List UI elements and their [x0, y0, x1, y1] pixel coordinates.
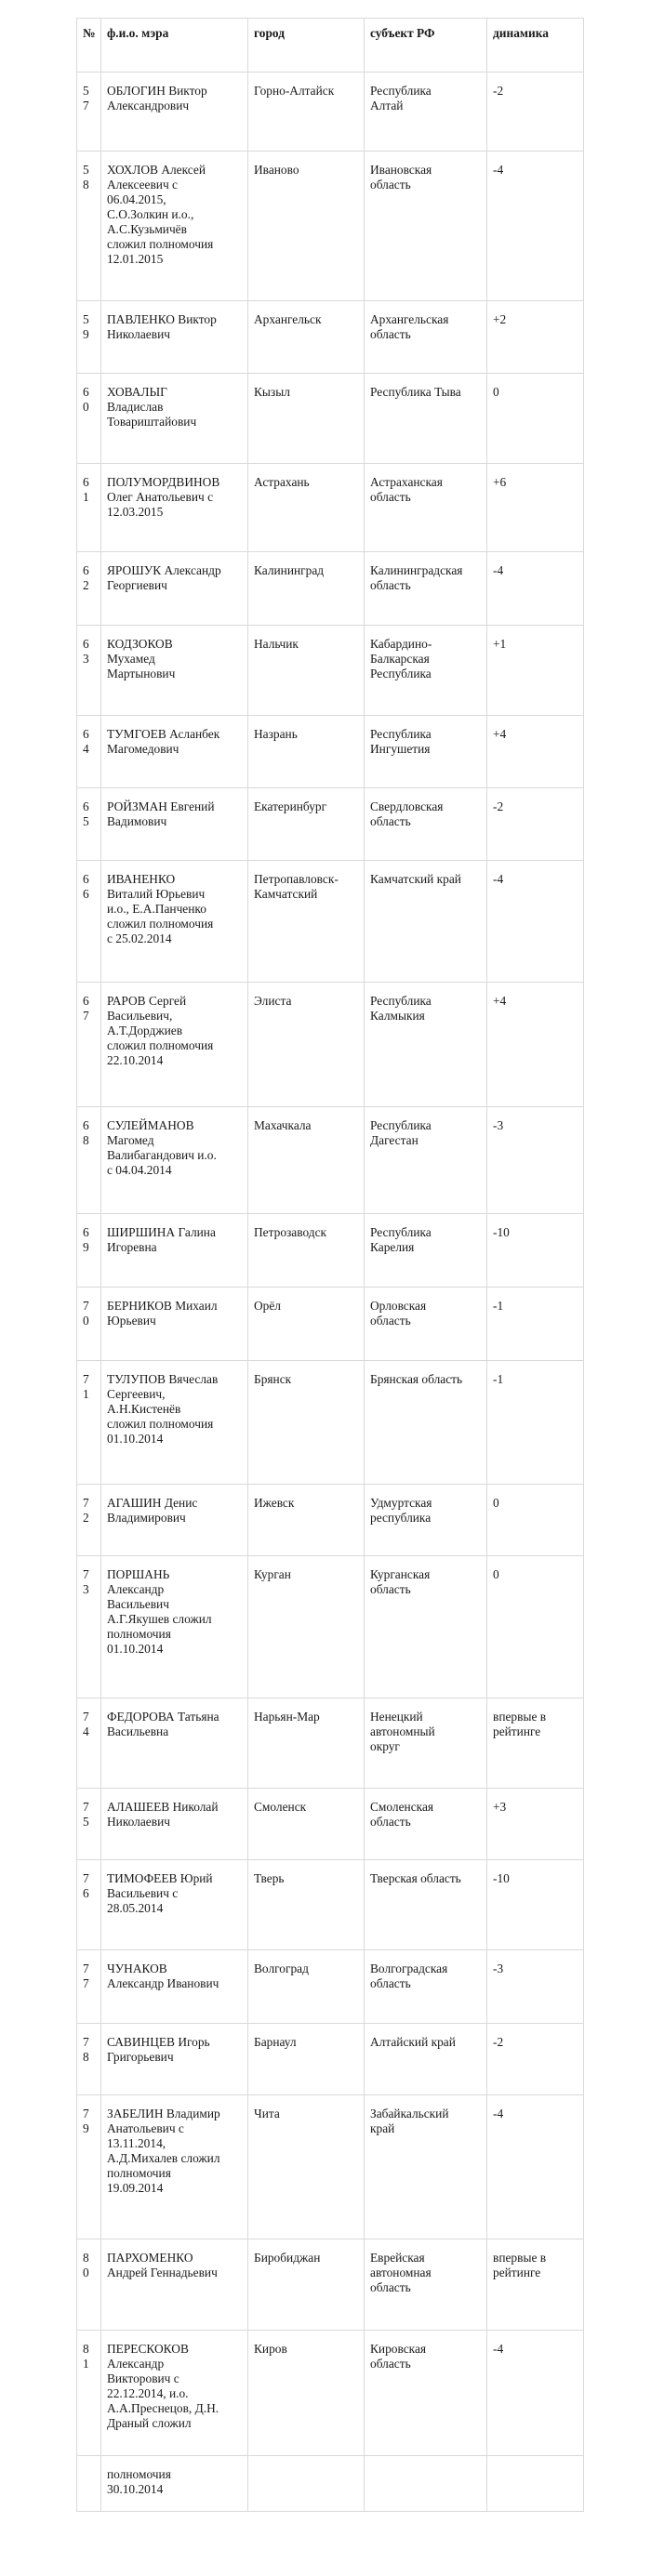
cell-mayor-name [101, 374, 248, 464]
cell-mayor-name-text: ИВАНЕНКО Виталий Юрьевич и.о., Е.А.Панченко сложил полномочия с 25.02.2014 [107, 872, 214, 945]
cell-mayor-name-text: БЕРНИКОВ Михаил Юрьевич [107, 1299, 218, 1328]
table-row [77, 716, 584, 788]
table-row [77, 2095, 584, 2239]
cell-dynamics [487, 788, 584, 861]
table-row [77, 788, 584, 861]
cell-dynamics-text: -4 [493, 2342, 504, 2356]
cell-mayor-name-text: ЗАБЕЛИН Владимир Анатольевич с 13.11.2014, А.Д.Михалев сложил полномочия 19.09.2014 [107, 2107, 220, 2195]
cell-region-text: Тверская область [370, 1871, 461, 1885]
cell-number-text: 62 [83, 563, 89, 592]
table-row [77, 374, 584, 464]
cell-number [77, 2095, 101, 2239]
cell-region [365, 1361, 487, 1485]
cell-number-text: 58 [83, 163, 89, 192]
cell-city [248, 1214, 365, 1288]
cell-city-text: Ижевск [254, 1496, 295, 1510]
cell-region-text: Республика Карелия [370, 1225, 432, 1254]
cell-mayor-name [101, 152, 248, 301]
cell-mayor-name-text: ЧУНАКОВ Александр Иванович [107, 1962, 219, 1990]
cell-dynamics-text: -2 [493, 2035, 504, 2049]
cell-mayor-name-text: ТИМОФЕЕВ Юрий Васильевич с 28.05.2014 [107, 1871, 213, 1915]
cell-city [248, 1950, 365, 2024]
cell-dynamics [487, 716, 584, 788]
header-number: № [77, 19, 101, 73]
mayors-rating-table [76, 18, 584, 2512]
cell-region [365, 1556, 487, 1698]
cell-region-text: Кировская область [370, 2342, 427, 2371]
cell-city [248, 2239, 365, 2331]
cell-number [77, 1107, 101, 1214]
cell-dynamics [487, 1789, 584, 1860]
cell-city [248, 1361, 365, 1485]
cell-city-text: Петропавловск- Камчатский [254, 872, 339, 901]
table-row [77, 1361, 584, 1485]
table-row [77, 2024, 584, 2095]
cell-number [77, 552, 101, 626]
cell-mayor-name-text: АГАШИН Денис Владимирович [107, 1496, 198, 1525]
cell-city-text: Екатеринбург [254, 799, 327, 813]
cell-dynamics [487, 73, 584, 152]
cell-city-text: Биробиджан [254, 2251, 321, 2265]
cell-city [248, 1789, 365, 1860]
cell-number [77, 1214, 101, 1288]
cell-number [77, 788, 101, 861]
cell-city [248, 1485, 365, 1556]
cell-region [365, 983, 487, 1107]
cell-region [365, 464, 487, 552]
cell-dynamics-text: 0 [493, 1496, 499, 1510]
cell-mayor-name [101, 626, 248, 716]
table-row [77, 861, 584, 983]
table-row [77, 1107, 584, 1214]
cell-dynamics-text: +4 [493, 994, 507, 1008]
cell-dynamics-text: -1 [493, 1299, 504, 1313]
cell-number [77, 861, 101, 983]
cell-city [248, 464, 365, 552]
header-region: субъект РФ [365, 19, 487, 73]
cell-dynamics-text: -4 [493, 163, 504, 177]
cell-region [365, 1107, 487, 1214]
cell-dynamics-text: -3 [493, 1118, 504, 1132]
cell-city-text: Орёл [254, 1299, 281, 1313]
cell-mayor-name-text: СУЛЕЙМАНОВ Магомед Валибагандович и.о. с 04.04.2014 [107, 1118, 217, 1177]
cell-mayor-name [101, 73, 248, 152]
cell-region [365, 1698, 487, 1789]
cell-city-text: Брянск [254, 1372, 292, 1386]
cell-dynamics-text: +1 [493, 637, 507, 651]
cell-city [248, 552, 365, 626]
cell-number [77, 1485, 101, 1556]
cell-number-text: 70 [83, 1299, 89, 1328]
cell-number-text: 79 [83, 2107, 89, 2135]
cell-region [365, 552, 487, 626]
table-row [77, 1485, 584, 1556]
cell-dynamics [487, 301, 584, 374]
cell-number-text: 59 [83, 312, 89, 341]
cell-number-text: 78 [83, 2035, 89, 2064]
cell-mayor-name [101, 2095, 248, 2239]
cell-number [77, 1698, 101, 1789]
cell-number-text: 74 [83, 1710, 89, 1738]
cell-region-text: Ненецкий автономный округ [370, 1710, 435, 1753]
cell-dynamics-text: впервые в рейтинге [493, 1710, 547, 1738]
cell-number-text: 65 [83, 799, 89, 828]
cell-region [365, 788, 487, 861]
cell-dynamics [487, 2239, 584, 2331]
cell-dynamics-text: -1 [493, 1372, 504, 1386]
cell-number-text: 68 [83, 1118, 89, 1147]
cell-dynamics-text: +4 [493, 727, 507, 741]
cell-city-text: Элиста [254, 994, 292, 1008]
cell-region [365, 2239, 487, 2331]
cell-mayor-name-text: ТУМГОЕВ Асланбек Магомедович [107, 727, 220, 756]
cell-number [77, 2456, 101, 2512]
cell-city-text: Нальчик [254, 637, 299, 651]
cell-city-text: Нарьян-Мар [254, 1710, 320, 1724]
table-row [77, 152, 584, 301]
cell-city [248, 716, 365, 788]
cell-mayor-name [101, 716, 248, 788]
cell-number [77, 1361, 101, 1485]
cell-number-text: 81 [83, 2342, 89, 2371]
cell-number [77, 2331, 101, 2456]
cell-dynamics-text: -4 [493, 872, 504, 886]
cell-region [365, 1214, 487, 1288]
table-row [77, 2239, 584, 2331]
cell-mayor-name [101, 1361, 248, 1485]
cell-mayor-name-text: ПАРХОМЕНКО Андрей Геннадьевич [107, 2251, 218, 2279]
cell-dynamics-text: -10 [493, 1225, 510, 1239]
cell-dynamics-text: +6 [493, 475, 507, 489]
cell-dynamics-text: -3 [493, 1962, 504, 1975]
cell-city-text: Назрань [254, 727, 298, 741]
cell-dynamics [487, 2331, 584, 2456]
cell-region [365, 301, 487, 374]
cell-region-text: Республика Дагестан [370, 1118, 432, 1147]
cell-mayor-name [101, 1950, 248, 2024]
cell-mayor-name [101, 983, 248, 1107]
cell-mayor-name [101, 2331, 248, 2456]
cell-number [77, 716, 101, 788]
table-row [77, 464, 584, 552]
cell-region [365, 73, 487, 152]
table-row [77, 73, 584, 152]
cell-dynamics-text: 0 [493, 1567, 499, 1581]
cell-city [248, 1860, 365, 1950]
cell-mayor-name [101, 2239, 248, 2331]
cell-region-text: Ивановская область [370, 163, 432, 192]
cell-dynamics-text: 0 [493, 385, 499, 399]
cell-mayor-name-text: ЯРОШУК Александр Георгиевич [107, 563, 221, 592]
cell-region [365, 1789, 487, 1860]
cell-dynamics [487, 983, 584, 1107]
cell-number [77, 1556, 101, 1698]
cell-mayor-name-text: ОБЛОГИН Виктор Александрович [107, 84, 207, 112]
cell-dynamics-text: впервые в рейтинге [493, 2251, 547, 2279]
cell-city [248, 788, 365, 861]
cell-number-text: 60 [83, 385, 89, 414]
cell-number [77, 464, 101, 552]
cell-mayor-name [101, 2024, 248, 2095]
cell-mayor-name-text: полномочия 30.10.2014 [107, 2467, 171, 2496]
cell-mayor-name [101, 2456, 248, 2512]
table-row [77, 1698, 584, 1789]
cell-dynamics-text: -2 [493, 84, 504, 98]
cell-region [365, 626, 487, 716]
cell-city-text: Барнаул [254, 2035, 297, 2049]
table-row [77, 1556, 584, 1698]
cell-city [248, 152, 365, 301]
table-row [77, 552, 584, 626]
cell-region [365, 374, 487, 464]
cell-number-text: 57 [83, 84, 89, 112]
cell-region [365, 1288, 487, 1361]
cell-city-text: Волгоград [254, 1962, 309, 1975]
cell-city [248, 861, 365, 983]
cell-dynamics [487, 464, 584, 552]
cell-city-text: Астрахань [254, 475, 310, 489]
cell-mayor-name [101, 1214, 248, 1288]
cell-mayor-name-text: РОЙЗМАН Евгений Вадимович [107, 799, 215, 828]
table-body [77, 73, 584, 2512]
cell-mayor-name [101, 1107, 248, 1214]
cell-city-text: Иваново [254, 163, 299, 177]
cell-mayor-name [101, 552, 248, 626]
cell-region-text: Архангельская область [370, 312, 449, 341]
cell-region [365, 2024, 487, 2095]
cell-mayor-name-text: ХОХЛОВ Алексей Алексеевич с 06.04.2015, С.О.Золкин и.о., А.С.Кузьмичёв сложил полномочия 12.01.2015 [107, 163, 214, 266]
cell-region [365, 861, 487, 983]
cell-region [365, 2456, 487, 2512]
cell-city-text: Чита [254, 2107, 280, 2120]
cell-dynamics [487, 1556, 584, 1698]
cell-city-text: Горно-Алтайск [254, 84, 335, 98]
cell-number [77, 152, 101, 301]
cell-dynamics [487, 1288, 584, 1361]
cell-mayor-name-text: РАРОВ Сергей Васильевич, А.Т.Дорджиев сложил полномочия 22.10.2014 [107, 994, 214, 1067]
cell-region-text: Волгоградская область [370, 1962, 448, 1990]
cell-mayor-name-text: ФЕДОРОВА Татьяна Васильевна [107, 1710, 219, 1738]
table-header-row [77, 19, 584, 73]
cell-region-text: Брянская область [370, 1372, 463, 1386]
cell-dynamics-text: +3 [493, 1800, 507, 1814]
cell-region [365, 1860, 487, 1950]
cell-city [248, 1288, 365, 1361]
table-row [77, 1860, 584, 1950]
cell-mayor-name-text: ПОРШАНЬ Александр Васильевич А.Г.Якушев сложил полномочия 01.10.2014 [107, 1567, 212, 1656]
cell-number [77, 301, 101, 374]
cell-mayor-name-text: САВИНЦЕВ Игорь Григорьевич [107, 2035, 210, 2064]
cell-number-text: 63 [83, 637, 89, 666]
cell-city-text: Смоленск [254, 1800, 307, 1814]
cell-number [77, 1789, 101, 1860]
cell-dynamics-text: -4 [493, 2107, 504, 2120]
cell-dynamics-text: -4 [493, 563, 504, 577]
cell-number-text: 80 [83, 2251, 89, 2279]
cell-mayor-name-text: АЛАШЕЕВ Николай Николаевич [107, 1800, 219, 1829]
table-row [77, 1214, 584, 1288]
cell-region-text: Курганская область [370, 1567, 431, 1596]
cell-dynamics [487, 1950, 584, 2024]
cell-dynamics [487, 1698, 584, 1789]
header-mayor-name: ф.и.о. мэра [101, 19, 248, 73]
cell-city [248, 2024, 365, 2095]
cell-city [248, 301, 365, 374]
cell-region [365, 152, 487, 301]
cell-city-text: Киров [254, 2342, 287, 2356]
cell-number-text: 67 [83, 994, 89, 1023]
cell-region [365, 2095, 487, 2239]
cell-city-text: Тверь [254, 1871, 285, 1885]
cell-mayor-name-text: ШИРШИНА Галина Игоревна [107, 1225, 216, 1254]
cell-region [365, 1950, 487, 2024]
cell-region-text: Республика Ингушетия [370, 727, 432, 756]
cell-number-text: 64 [83, 727, 89, 756]
cell-region-text: Еврейская автономная область [370, 2251, 432, 2294]
cell-number-text: 73 [83, 1567, 89, 1596]
table-row [77, 301, 584, 374]
cell-number-text: 71 [83, 1372, 89, 1401]
cell-mayor-name [101, 464, 248, 552]
cell-mayor-name-text: ТУЛУПОВ Вячеслав Сергеевич, А.Н.Кистенёв сложил полномочия 01.10.2014 [107, 1372, 219, 1446]
cell-city [248, 1556, 365, 1698]
cell-number [77, 2024, 101, 2095]
cell-city [248, 983, 365, 1107]
cell-number [77, 1288, 101, 1361]
cell-city-text: Калининград [254, 563, 325, 577]
cell-city [248, 73, 365, 152]
cell-city-text: Архангельск [254, 312, 322, 326]
cell-dynamics [487, 626, 584, 716]
cell-number [77, 1950, 101, 2024]
cell-number-text: 69 [83, 1225, 89, 1254]
cell-number-text: 66 [83, 872, 89, 901]
cell-region-text: Республика Тыва [370, 385, 461, 399]
cell-dynamics [487, 2095, 584, 2239]
cell-region-text: Удмуртская республика [370, 1496, 432, 1525]
cell-mayor-name-text: ХОВАЛЫГ Владислав Товариштайович [107, 385, 197, 429]
cell-dynamics [487, 1361, 584, 1485]
cell-dynamics-text: -10 [493, 1871, 510, 1885]
cell-dynamics [487, 2024, 584, 2095]
cell-dynamics [487, 374, 584, 464]
cell-number-text: 75 [83, 1800, 89, 1829]
table-row [77, 2331, 584, 2456]
cell-number [77, 626, 101, 716]
cell-city-text: Кызыл [254, 385, 290, 399]
cell-dynamics [487, 1860, 584, 1950]
table-row [77, 2456, 584, 2512]
cell-city [248, 2095, 365, 2239]
cell-region-text: Калининградская область [370, 563, 463, 592]
cell-number-text: 72 [83, 1496, 89, 1525]
cell-city [248, 1698, 365, 1789]
cell-region-text: Камчатский край [370, 872, 461, 886]
cell-city [248, 1107, 365, 1214]
cell-region [365, 716, 487, 788]
cell-number-text: 76 [83, 1871, 89, 1900]
cell-city-text: Курган [254, 1567, 291, 1581]
cell-mayor-name-text: ПЕРЕСКОКОВ Александр Викторович с 22.12.2014, и.о. А.А.Преснецов, Д.Н. Драный сложил [107, 2342, 219, 2430]
cell-region-text: Смоленская область [370, 1800, 434, 1829]
cell-region-text: Орловская область [370, 1299, 427, 1328]
cell-city [248, 626, 365, 716]
cell-region-text: Республика Алтай [370, 84, 432, 112]
cell-dynamics [487, 1214, 584, 1288]
cell-region-text: Свердловская область [370, 799, 444, 828]
cell-region [365, 1485, 487, 1556]
cell-city [248, 2456, 365, 2512]
cell-dynamics [487, 152, 584, 301]
header-city: город [248, 19, 365, 73]
cell-mayor-name-text: ПОЛУМОРДВИНОВ Олег Анатольевич с 12.03.2015 [107, 475, 220, 519]
cell-dynamics [487, 1107, 584, 1214]
cell-mayor-name [101, 1860, 248, 1950]
cell-mayor-name [101, 1789, 248, 1860]
cell-city [248, 374, 365, 464]
cell-region-text: Астраханская область [370, 475, 443, 504]
cell-mayor-name [101, 861, 248, 983]
cell-number [77, 2239, 101, 2331]
cell-dynamics [487, 2456, 584, 2512]
cell-mayor-name [101, 1485, 248, 1556]
table-row [77, 1950, 584, 2024]
cell-city-text: Махачкала [254, 1118, 312, 1132]
cell-number-text: 77 [83, 1962, 89, 1990]
cell-number [77, 983, 101, 1107]
cell-dynamics [487, 552, 584, 626]
cell-city-text: Петрозаводск [254, 1225, 327, 1239]
cell-region-text: Алтайский край [370, 2035, 456, 2049]
cell-dynamics-text: +2 [493, 312, 507, 326]
table-row [77, 1789, 584, 1860]
cell-region-text: Забайкальский край [370, 2107, 449, 2135]
cell-mayor-name [101, 301, 248, 374]
table-row [77, 983, 584, 1107]
table-row [77, 626, 584, 716]
cell-dynamics [487, 1485, 584, 1556]
cell-mayor-name [101, 788, 248, 861]
cell-region [365, 2331, 487, 2456]
cell-number [77, 374, 101, 464]
cell-region-text: Кабардино- Балкарская Республика [370, 637, 432, 680]
table-row [77, 1288, 584, 1361]
cell-number-text: 61 [83, 475, 89, 504]
cell-dynamics [487, 861, 584, 983]
cell-mayor-name [101, 1698, 248, 1789]
cell-dynamics-text: -2 [493, 799, 504, 813]
cell-mayor-name [101, 1288, 248, 1361]
cell-number [77, 1860, 101, 1950]
cell-mayor-name-text: КОДЗОКОВ Мухамед Мартынович [107, 637, 176, 680]
cell-city [248, 2331, 365, 2456]
cell-mayor-name [101, 1556, 248, 1698]
header-dynamics: динамика [487, 19, 584, 73]
cell-mayor-name-text: ПАВЛЕНКО Виктор Николаевич [107, 312, 217, 341]
cell-number [77, 73, 101, 152]
cell-region-text: Республика Калмыкия [370, 994, 432, 1023]
